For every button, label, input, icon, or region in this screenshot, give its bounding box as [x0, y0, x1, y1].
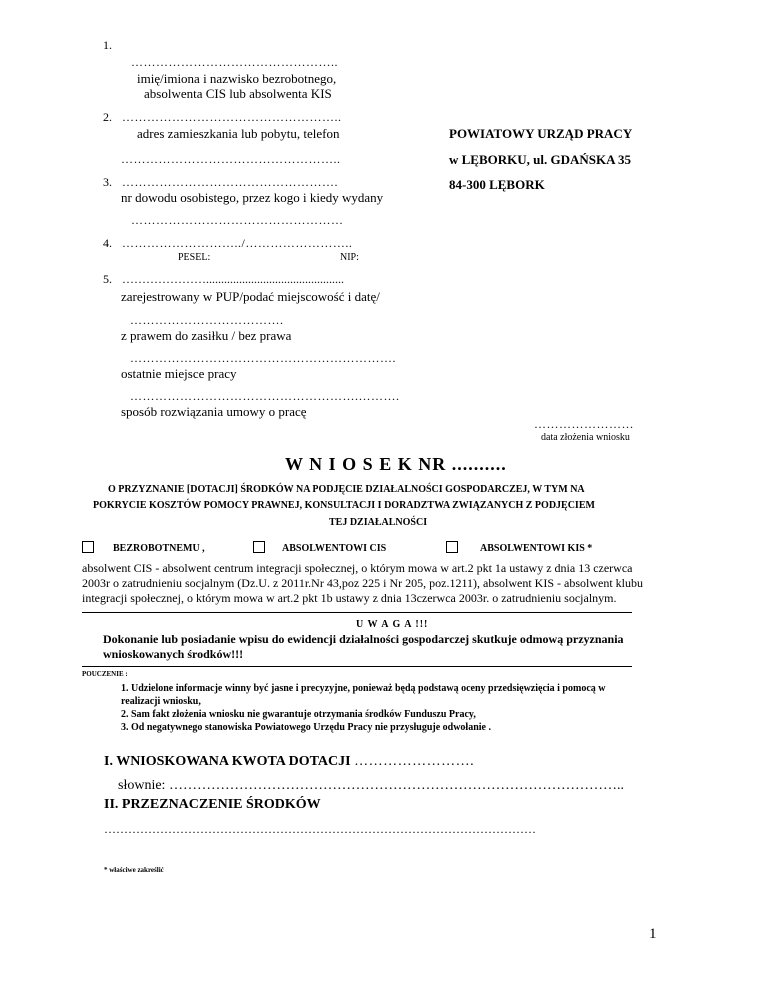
pesel-label: PESEL: — [178, 252, 211, 263]
cis-checkbox[interactable] — [253, 541, 265, 553]
instruction-item-2: 2. Sam fakt złożenia wniosku nie gwarantuje otrzymania środków Funduszu Pracy, — [121, 709, 476, 720]
unemployed-option-label: BEZROBOTNEMU , — [113, 543, 205, 554]
application-title: W N I O S E K NR .......... — [285, 454, 507, 474]
unemployed-option[interactable] — [82, 538, 205, 556]
instruction-item-1: 1. Udzielone informacje winny być jasne i precyzyjne, ponieważ będą podstawą oceny przedsięwzięcia i pomocą w — [121, 683, 606, 694]
name-input[interactable]: ………………………………………….. — [131, 55, 338, 69]
registration-input[interactable]: ………………….............................................. — [122, 272, 344, 286]
instruction-title: POUCZENIE : — [82, 670, 128, 678]
application-subtitle-1: O PRZYZNANIE [DOTACJI] ŚRODKÓW NA PODJĘCIE DZIAŁALNOŚCI GOSPODARCZEJ, W TYM NA — [108, 484, 585, 495]
termination-input[interactable]: ……………………………………………….………. — [130, 389, 400, 403]
id-input[interactable]: ……………………………………………. — [122, 175, 338, 189]
pesel-nip-input[interactable]: ………………………../…………………….. — [122, 236, 353, 250]
definition-line-1: absolwent CIS - absolwent centrum integracji społecznej, o którym mowa w art.2 pkt 1a ustawy z dnia 13 czerwca — [82, 561, 633, 575]
termination-label: sposób rozwiązania umowy o pracę — [121, 404, 307, 419]
amount-in-words-input[interactable]: …………………………………………………………………………………….. — [168, 778, 624, 793]
field-1-number: 1. — [103, 38, 112, 52]
definition-line-2: 2003r o zatrudnieniu socjalnym (Dz.U. z 2011r.Nr 43,poz 225 i Nr 205, poz.1211), absolwent KIS - absolwent klubu — [82, 576, 644, 590]
warning-line-2: wnioskowanych środków!!! — [103, 647, 244, 661]
definition-line-3: integracji społecznej, o którym mowa w art.2 pkt 1b ustawy z dnia 13czerwca 2003r. o zatrudnieniu socjalnym. — [82, 591, 617, 605]
divider-bottom — [82, 666, 632, 667]
registration-label: zarejestrowany w PUP/podać miejscowość i datę/ — [121, 289, 380, 304]
benefit-label: z prawem do zasiłku / bez prawa — [121, 328, 292, 343]
instruction-item-1-cont: realizacji wniosku, — [121, 696, 201, 707]
amount-in-words-label: słownie: — [118, 778, 166, 793]
cis-graduate-option[interactable] — [253, 538, 386, 556]
divider-top — [82, 612, 632, 613]
id-input-2[interactable]: …………………………………………… — [131, 213, 344, 227]
field-5-number: 5. — [103, 272, 112, 286]
page-number: 1 — [649, 926, 657, 942]
amount-in-words-row — [118, 778, 624, 794]
unemployed-checkbox[interactable] — [82, 541, 94, 553]
instruction-item-3: 3. Od negatywnego stanowiska Powiatowego Urzędu Pracy nie przysługuje odwołanie . — [121, 722, 491, 733]
name-label: imię/imiona i nazwisko bezrobotnego, — [137, 71, 337, 86]
office-name: POWIATOWY URZĄD PRACY — [449, 126, 633, 141]
cis-option-label: ABSOLWENTOWI CIS — [282, 543, 387, 554]
name-label-cont: absolwenta CIS lub absolwenta KIS — [144, 86, 332, 101]
address-label: adres zamieszkania lub pobytu, telefon — [137, 126, 340, 141]
submission-date-label: data złożenia wniosku — [541, 432, 630, 443]
submission-date-input[interactable]: …………………… — [534, 417, 634, 431]
section-2-heading: II. PRZEZNACZENIE ŚRODKÓW — [104, 797, 321, 812]
warning-line-1: Dokonanie lub posiadanie wpisu do ewidencji działalności gospodarczej skutkuje odmową przyznania — [103, 632, 624, 646]
benefit-input[interactable]: ………………………………. — [130, 313, 284, 327]
field-4-number: 4. — [103, 236, 112, 250]
address-input-2[interactable]: …………………………………………….. — [121, 152, 341, 166]
field-2-number: 2. — [103, 110, 112, 124]
kis-checkbox[interactable] — [446, 541, 458, 553]
section-1-title — [104, 754, 474, 770]
footnote: * właściwe zakreślić — [104, 866, 164, 874]
last-workplace-label: ostatnie miejsce pracy — [121, 366, 237, 381]
kis-option-label: ABSOLWENTOWI KIS * — [480, 543, 593, 554]
application-subtitle-2: POKRYCIE KOSZTÓW POMOCY PRAWNEJ, KONSULTACJI I DORADZTWA ZWIĄZANYCH Z PODJĘCIEM — [93, 500, 595, 511]
warning-title: U W A G A !!! — [356, 619, 429, 630]
field-3-number: 3. — [103, 175, 112, 189]
office-address: w LĘBORKU, ul. GDAŃSKA 35 — [449, 152, 632, 167]
section-1-heading: I. WNIOSKOWANA KWOTA DOTACJI — [104, 754, 351, 769]
address-input[interactable]: …………………………………………….. — [122, 110, 342, 124]
application-subtitle-3: TEJ DZIAŁALNOŚCI — [329, 517, 428, 528]
office-postcode: 84-300 LĘBORK — [449, 177, 545, 192]
kis-graduate-option[interactable] — [446, 538, 592, 556]
id-label: nr dowodu osobistego, przez kogo i kiedy wydany — [121, 190, 384, 205]
grant-amount-input[interactable]: ……………………. — [354, 754, 475, 769]
nip-label: NIP: — [340, 252, 359, 263]
funds-purpose-input[interactable]: ……………………………………………………………………………………………… — [104, 822, 536, 836]
last-workplace-input[interactable]: ………………………………………………………. — [130, 351, 396, 365]
